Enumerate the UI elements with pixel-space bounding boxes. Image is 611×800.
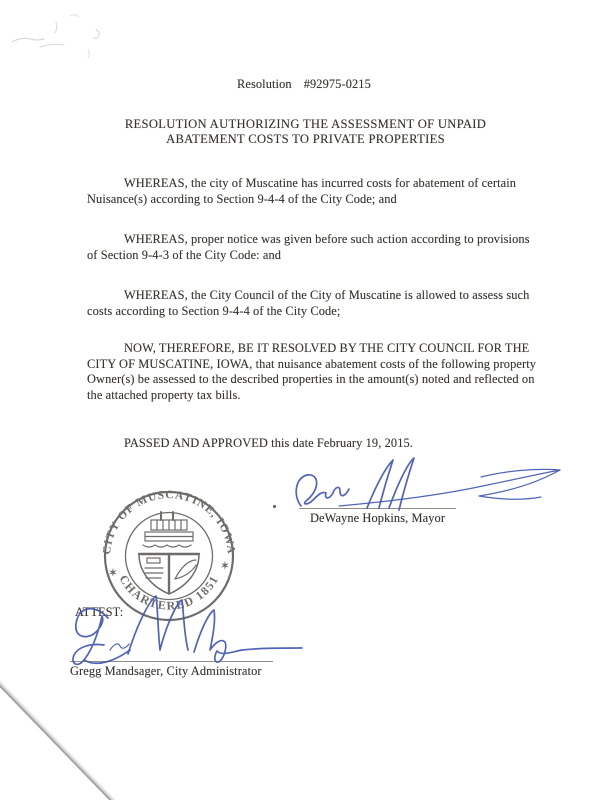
document-title (0, 117, 611, 147)
seal-bottom-text: CHARTERED 1851 (116, 572, 222, 613)
resolution-number: #92975-0215 (303, 77, 371, 91)
paragraph-line: costs according to Section 9-4-4 of the City Code; (87, 303, 341, 318)
seal-star-left-icon: ✶ (108, 568, 118, 579)
resolution-label: Resolution (237, 77, 292, 91)
administrator-name-line: Gregg Mandsager, City Administrator (70, 664, 262, 678)
document-title-line-2: ABATEMENT COSTS TO PRIVATE PROPERTIES (166, 132, 445, 146)
document-title-line-1: RESOLUTION AUTHORIZING THE ASSESSMENT OF UNPAID (124, 117, 487, 131)
paragraph-line: WHEREAS, the city of Muscatine has incurred costs for abatement of certain (124, 176, 517, 190)
ink-dot (273, 505, 276, 508)
now-therefore-paragraph (87, 341, 536, 403)
paragraph-line: CITY OF MUSCATINE, IOWA, that nuisance abatement costs of the following property (87, 356, 537, 371)
passed-approved-line: PASSED AND APPROVED this date February 19, 2015. (124, 436, 414, 450)
seal-star-right-icon: ✶ (220, 561, 230, 572)
whereas-paragraph-2 (87, 232, 530, 263)
seal-top-text: CITY OF MUSCATINE, IOWA (100, 489, 238, 556)
mayor-name-line: DeWayne Hopkins, Mayor (310, 511, 446, 525)
corner-scribble-marks (4, 8, 114, 60)
paragraph-line: NOW, THEREFORE, BE IT RESOLVED BY THE CITY COUNCIL FOR THE (124, 341, 530, 355)
paragraph-line: WHEREAS, proper notice was given before such action according to provisions (124, 232, 530, 246)
seal-crest (139, 512, 199, 594)
page-fold-corner (0, 676, 130, 800)
paragraph-line: WHEREAS, the City Council of the City of Muscatine is allowed to assess such (124, 288, 530, 302)
mayor-signature (283, 456, 573, 512)
paragraph-line: of Section 9-4-3 of the City Code: and (87, 247, 282, 262)
administrator-signature (64, 588, 309, 673)
paragraph-line: the attached property tax bills. (87, 387, 241, 402)
whereas-paragraph-3 (87, 288, 529, 319)
paragraph-line: Nuisance(s) according to Section 9-4-4 of the City Code; and (87, 191, 397, 206)
resolution-number-line (237, 77, 371, 93)
paragraph-line: Owner(s) be assessed to the described properties in the amount(s) noted and reflected on (87, 372, 535, 386)
attest-label: ATTEST: (75, 605, 124, 619)
whereas-paragraph-1 (87, 176, 516, 207)
